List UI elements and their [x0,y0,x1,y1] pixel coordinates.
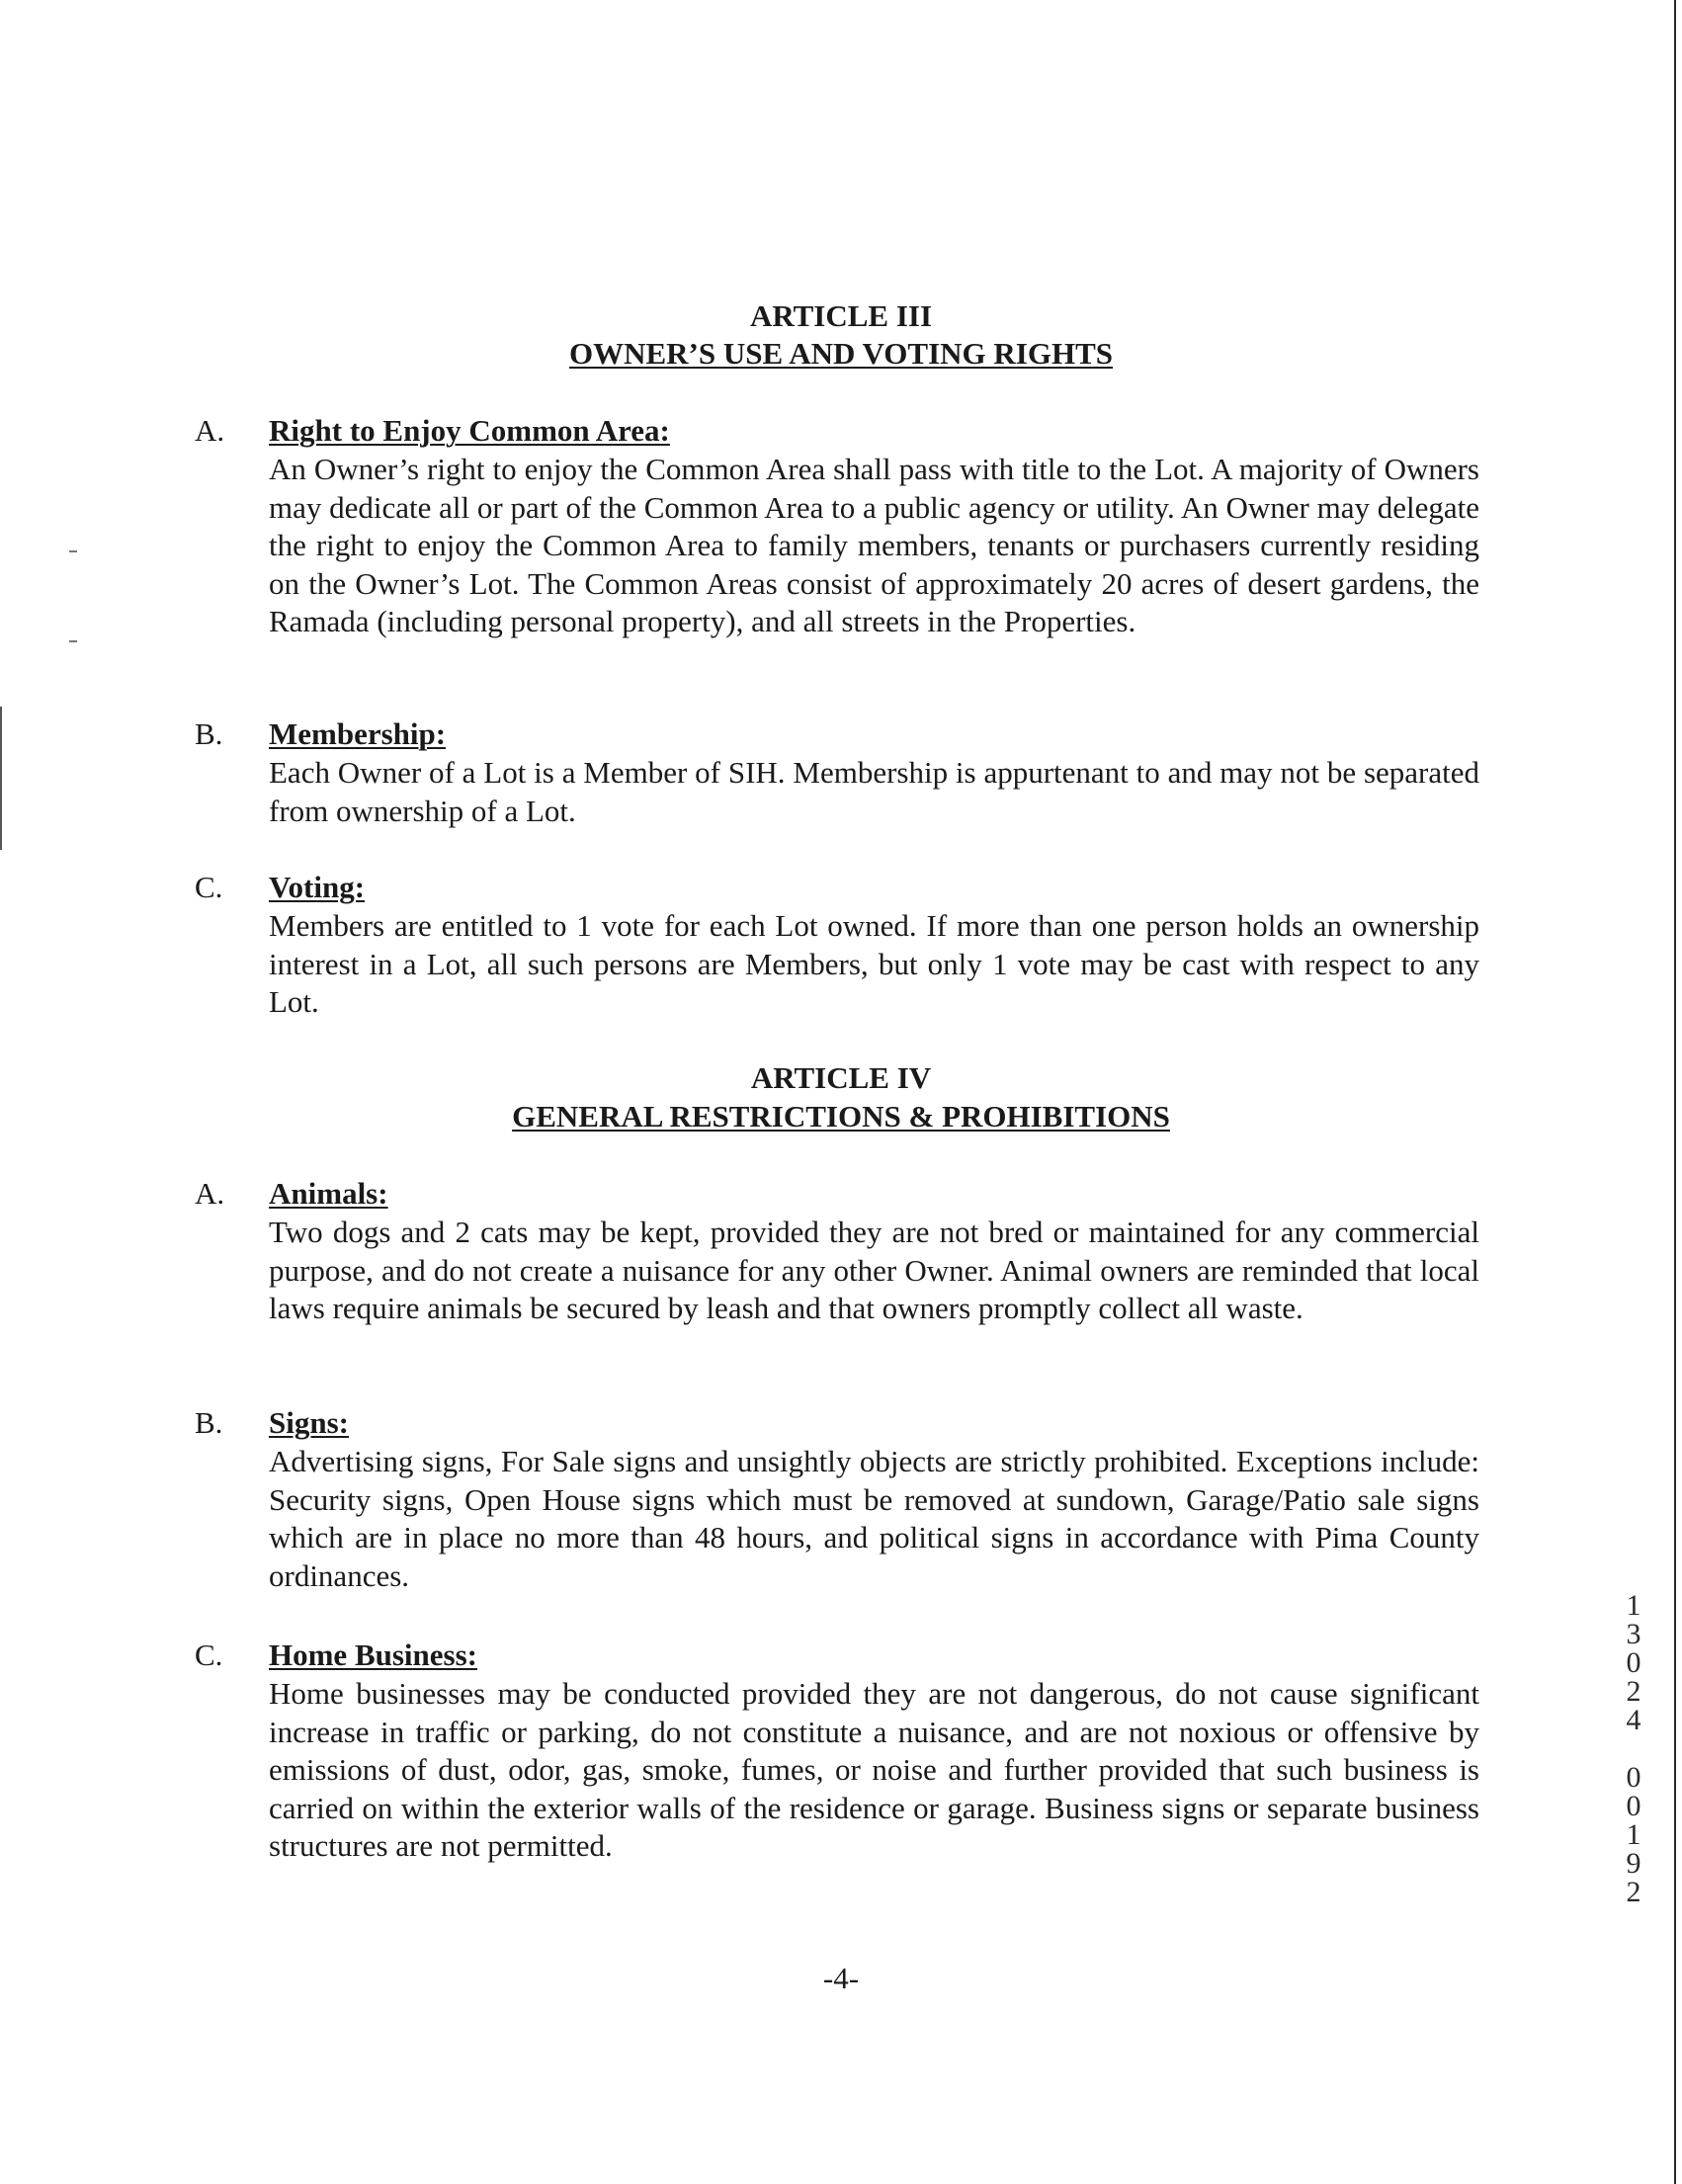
article-4-heading: ARTICLE IV [750,1060,932,1095]
stamp-digit: 0 [1626,1646,1641,1679]
stamp-digit: 2 [1626,1876,1641,1908]
stamp-digit [1614,1734,1653,1763]
recording-stamp [1614,1591,1653,1906]
stamp-digit: 3 [1626,1618,1641,1650]
page-number: -4- [822,1961,860,1995]
scan-mark [69,640,77,642]
scan-mark [69,550,77,552]
article-4-subheading [0,1097,1682,1136]
section-title: Animals: [269,1176,388,1211]
section-letter: A. [195,1176,225,1211]
section-body: Two dogs and 2 cats may be kept, provided they are not bred or maintained for any commercial purpose, and do not create a nuisance for any other Owner. Animal owners are reminded that local laws require animals be secured by leash and that owners promptly collect all waste. [269,1215,1479,1326]
section-title: Membership: [269,716,447,751]
article-3-subheading-text: OWNER’S USE AND VOTING RIGHTS [568,336,1114,371]
scan-edge-left [0,707,2,850]
section-title: Home Business: [269,1638,477,1672]
section-body: Home businesses may be conducted provided they are not dangerous, do not cause significant increase in traffic or parking, do not constitute a nuisance, and are not noxious or offensive by emissions of dust, odor, gas, smoke, fumes, or noise and further provided that such business is carried on within the exterior walls of the residence or garage. Business signs or separate business structures are not permitted. [269,1676,1479,1864]
section-letter: A. [195,413,225,448]
stamp-digit: 9 [1626,1847,1641,1880]
section-title: Voting: [269,870,366,904]
article-3-subheading [0,334,1682,374]
stamp-digit: 1 [1626,1818,1641,1851]
stamp-digit: 1 [1626,1589,1641,1622]
section-letter: C. [195,1638,223,1672]
section-letter: C. [195,870,223,904]
stamp-digit: 0 [1626,1790,1641,1822]
article-3-heading: ARTICLE III [749,298,933,333]
stamp-digit: 2 [1626,1675,1641,1708]
article-4-subheading-text: GENERAL RESTRICTIONS & PROHIBITIONS [512,1099,1170,1134]
section-body: Members are entitled to 1 vote for each Lot owned. If more than one person holds an ownership interest in a Lot, all such persons are Members, but only 1 vote may be cast with respect to any Lot. [269,908,1479,1020]
stamp-digit: 4 [1626,1704,1641,1736]
section-body: Each Owner of a Lot is a Member of SIH. Membership is appurtenant to and may not be separated from ownership of a Lot. [269,755,1479,828]
section-letter: B. [195,1405,223,1440]
section-body: An Owner’s right to enjoy the Common Area shall pass with title to the Lot. A majority of Owners may dedicate all or part of the Common Area to a public agency or utility. An Owner may delegate the right to enjoy the Common Area to family members, tenants or purchasers currently residing on the Owner’s Lot. The Common Areas consist of approximately 20 acres of desert gardens, the Ramada (including personal property), and all streets in the Properties. [269,452,1479,639]
section-letter: B. [195,716,223,751]
stamp-digit: 0 [1626,1761,1641,1794]
section-title: Signs: [269,1405,349,1440]
section-body: Advertising signs, For Sale signs and unsightly objects are strictly prohibited. Exceptions include: Security signs, Open House signs which must be removed at sundown, Garage/Patio sale signs which are in place no more than 48 hours, and political signs in accordance with Pima County ordinances. [269,1444,1479,1593]
section-title: Right to Enjoy Common Area: [269,413,670,448]
